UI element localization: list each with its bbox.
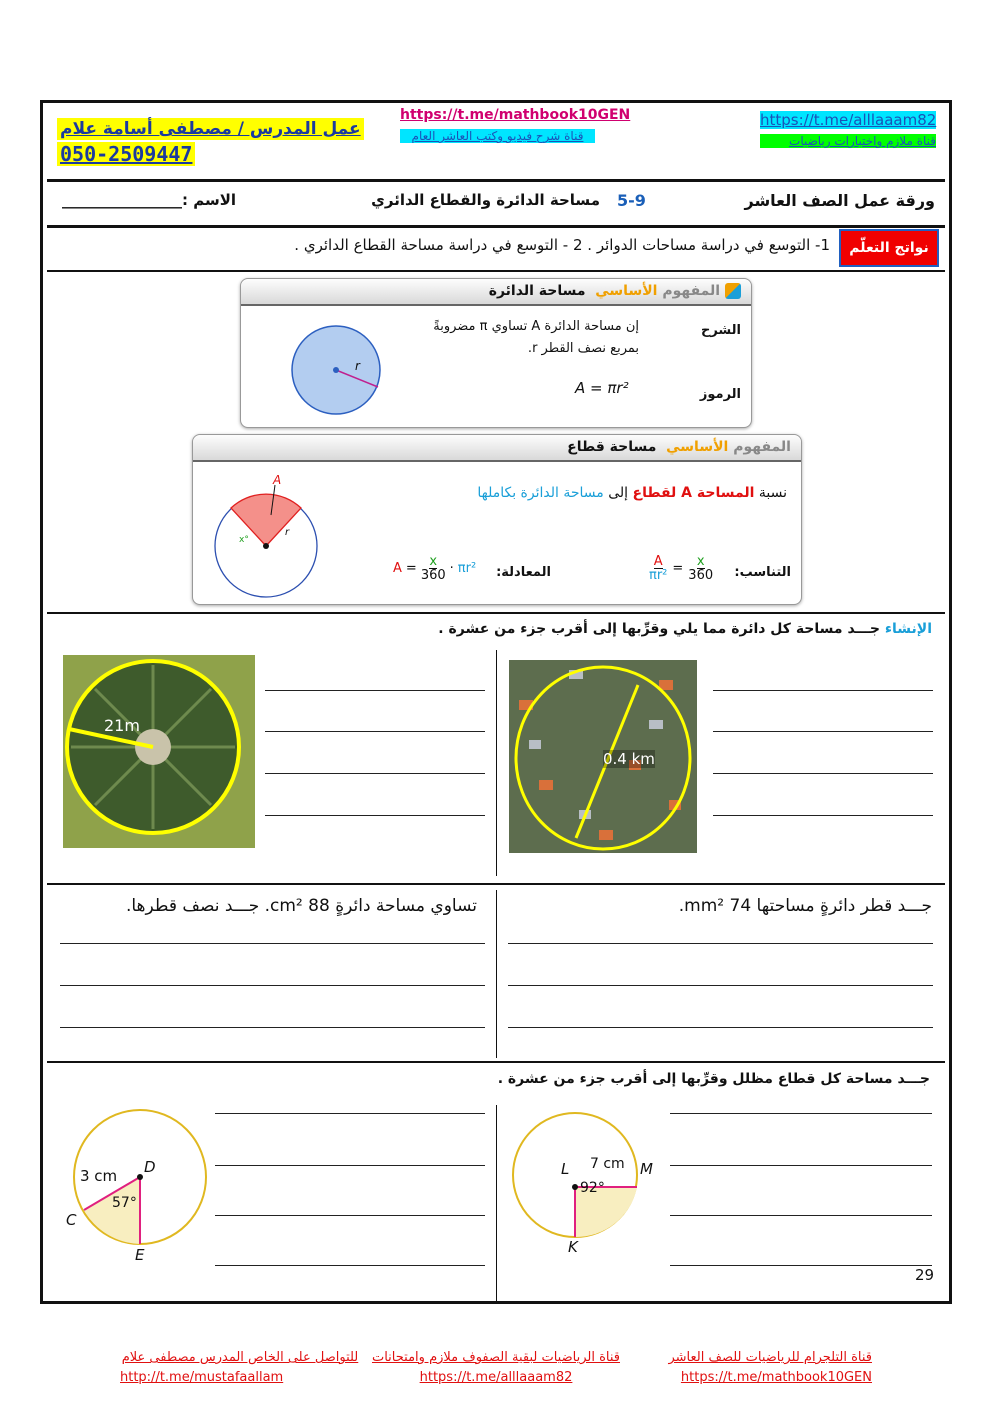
answer-line[interactable] xyxy=(60,1027,485,1028)
worksheet-title: ورقة عمل الصف العاشر xyxy=(744,191,935,210)
sector-angle-label: x° xyxy=(239,535,249,545)
divider xyxy=(47,179,945,182)
concept-key: الأساسي xyxy=(595,283,658,299)
explain-line1: إن مساحة الدائرة A تساوي π مضروبةً xyxy=(433,319,639,334)
sector-A-label: A xyxy=(273,473,282,487)
channel-link-mathbook[interactable]: https://t.me/mathbook10GEN xyxy=(400,107,631,123)
point-L: L xyxy=(561,1160,570,1178)
name-field[interactable]: الاسم :________________ xyxy=(62,191,237,209)
concept-prefix: المفهوم xyxy=(662,283,721,299)
point-C: C xyxy=(66,1211,77,1229)
answer-line[interactable] xyxy=(215,1215,485,1216)
answer-line[interactable] xyxy=(265,690,485,691)
answer-line[interactable] xyxy=(670,1215,932,1216)
answer-line[interactable] xyxy=(670,1165,932,1166)
sector-diagram xyxy=(213,471,323,601)
sector1-radius: 3 cm xyxy=(80,1167,118,1185)
proportion-label: التناسب: xyxy=(734,565,791,580)
point-E: E xyxy=(135,1246,145,1264)
channel-caption-tests: قناة ملازم واختبارات رياضيات xyxy=(760,134,936,148)
answer-line[interactable] xyxy=(713,815,933,816)
answer-line[interactable] xyxy=(670,1265,932,1266)
concept-logo-icon xyxy=(725,283,741,299)
teacher-block xyxy=(57,118,364,166)
concept-key: الأساسي xyxy=(666,439,729,455)
problem-diameter-from-area: جـــد قطر دائرةٍ مساحتها 74 mm². xyxy=(678,896,932,916)
footer-caption: قناة الرياضيات لبقية الصفوف ملازم وامتحانات xyxy=(371,1350,620,1365)
circle-diagram xyxy=(289,323,383,417)
point-K: K xyxy=(568,1238,578,1256)
learning-outcomes-text: 1- التوسع في دراسة مساحات الدوائر . 2 - التوسع في دراسة مساحة القطاع الدائري . xyxy=(294,236,830,254)
lesson-number: 5-9 xyxy=(617,191,646,210)
sector-instruction: جـــد مساحة كل قطاع مظلل وقرِّبها إلى أقرب جزء من عشرة . xyxy=(497,1071,930,1087)
answer-line[interactable] xyxy=(265,815,485,816)
answer-line[interactable] xyxy=(713,731,933,732)
area-formula: A = πr² xyxy=(575,379,629,397)
footer-link-alllaaam82[interactable]: https://t.me/alllaaam82 xyxy=(419,1370,573,1385)
aerial-image-circle-21m xyxy=(63,655,255,848)
sector-ratio-text: نسبة المساحة A لقطاع إلى مساحة الدائرة بكاملها xyxy=(477,485,787,501)
concept-title: مساحة قطاع xyxy=(567,439,657,455)
diameter-0-4km-label: 0.4 km xyxy=(603,750,655,768)
answer-line[interactable] xyxy=(508,1027,933,1028)
column-divider xyxy=(496,650,497,876)
answer-line[interactable] xyxy=(670,1113,932,1114)
answer-line[interactable] xyxy=(713,773,933,774)
radius-label: r xyxy=(355,359,360,373)
footer-link-mathbook10gen[interactable]: https://t.me/mathbook10GEN xyxy=(680,1370,872,1385)
answer-line[interactable] xyxy=(508,943,933,944)
point-M: M xyxy=(640,1160,653,1178)
channel-caption-video: قناة شرح فيديو وكتب العاشر العام xyxy=(400,129,595,143)
divider xyxy=(47,1061,945,1063)
sector-figure-LMK xyxy=(505,1105,650,1245)
answer-line[interactable] xyxy=(215,1165,485,1166)
divider xyxy=(47,612,945,614)
divider xyxy=(47,883,945,885)
footer-link-mustafaallam[interactable]: http://t.me/mustafaallam xyxy=(120,1370,284,1385)
sector-equation: A = $\frac{x}{360}$ · πr² xyxy=(393,554,477,583)
answer-line[interactable] xyxy=(265,731,485,732)
column-divider xyxy=(496,890,497,1058)
teacher-name: عمل المدرس / مصطفى أسامة علام xyxy=(57,118,364,140)
lesson-title: مساحة الدائرة والقطاع الدائري xyxy=(371,191,600,209)
proportion-formula: $\frac{A}{\text{πr²}}$ = $\frac{x}{360}$ xyxy=(649,554,714,583)
concept-prefix: المفهوم xyxy=(733,439,791,455)
footer-caption: قناة التلجرام للرياضيات للصف العاشر xyxy=(668,1350,872,1365)
page-number: 29 xyxy=(915,1266,935,1284)
explain-label: الشرح xyxy=(700,323,741,338)
divider xyxy=(47,270,945,272)
sector1-angle: 57° xyxy=(112,1195,137,1211)
point-D: D xyxy=(144,1158,156,1176)
answer-line[interactable] xyxy=(60,985,485,986)
symbols-label: الرموز xyxy=(699,387,741,402)
sector2-angle: 92° xyxy=(580,1180,605,1196)
construction-instruction: الإنشاء جـــد مساحة كل دائرة مما يلي وقرِّبها إلى أقرب جزء من عشرة . xyxy=(438,621,932,637)
answer-line[interactable] xyxy=(508,985,933,986)
explain-line2: بمربع نصف القطر r. xyxy=(527,341,639,356)
sector-radius-label: r xyxy=(285,527,290,538)
answer-line[interactable] xyxy=(265,773,485,774)
answer-line[interactable] xyxy=(215,1113,485,1114)
channel-link-alllaaam[interactable]: https://t.me/alllaaam82 xyxy=(760,111,937,129)
column-divider xyxy=(496,1105,497,1301)
answer-line[interactable] xyxy=(60,943,485,944)
radius-21m-label: 21m xyxy=(104,716,140,735)
answer-line[interactable] xyxy=(713,690,933,691)
divider xyxy=(47,225,945,228)
key-concept-circle-area xyxy=(240,278,752,428)
equation-label: المعادلة: xyxy=(496,565,551,580)
teacher-phone: 050-2509447 xyxy=(57,142,195,166)
footer-caption: للتواصل على الخاص المدرس مصطفى علام xyxy=(121,1350,359,1365)
answer-line[interactable] xyxy=(215,1265,485,1266)
sector2-radius: 7 cm xyxy=(590,1156,625,1172)
problem-radius-from-area: تساوي مساحة دائرةٍ 88 cm². جـــد نصف قطرها. xyxy=(125,896,477,916)
key-concept-sector-area xyxy=(192,434,802,605)
learning-outcomes-badge: نواتج التعلّم xyxy=(839,229,939,267)
concept-title: مساحة الدائرة xyxy=(488,283,586,299)
